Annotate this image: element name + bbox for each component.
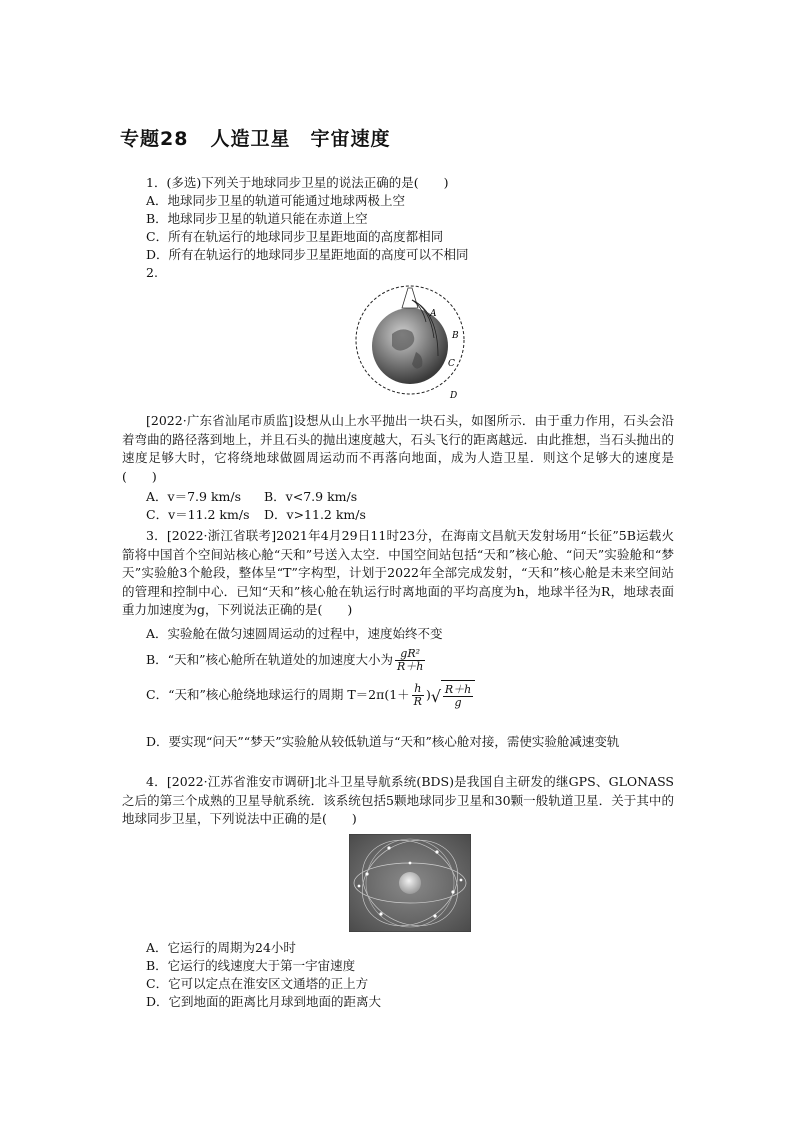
q3-c-frac-num: h <box>412 683 424 696</box>
q2-option-b: B．v<7.9 km/s <box>264 489 358 504</box>
q3-option-c-text: C．“天和”核心舱绕地球运行的周期 T＝2π(1＋ <box>146 687 410 702</box>
label-b: B <box>452 331 459 341</box>
q4-stem: 北斗卫星导航系统(BDS)是我国自主研发的继GPS、GLONASS之后的第三个成熟的卫星导航系统．该系统包括5颗地球同步卫星和30颗一般轨道卫星．关于其中的地球同步卫星，下列说法中正确的是( ) <box>122 774 674 826</box>
q3-c-sqrt <box>431 680 475 711</box>
mountain-icon <box>402 288 418 308</box>
q1-option-a: A．地球同步卫星的轨道可能通过地球两极上空 <box>146 193 406 208</box>
earth-icon <box>399 872 421 894</box>
q4-source: 4．[2022·江苏省淮安市调研] <box>146 774 315 789</box>
q3-stem-block <box>122 527 674 620</box>
q2-stem: 设想从山上水平抛出一块石头，如图所示．由于重力作用，石头会沿着弯曲的路径落到地上，并且石头的抛出速度越大，石头飞行的距离越远．由此推想，当石头抛出的速度足够大时，它将绕地球做圆周运动而不再落向地面，成为人造卫星．则这个足够大的速度是( ) <box>122 413 674 484</box>
q3-option-c <box>146 680 475 711</box>
q1-option-d: D．所有在轨运行的地球同步卫星距地面的高度可以不相同 <box>146 247 469 262</box>
label-a: A <box>430 309 437 319</box>
q3-c-close: ) <box>425 687 431 702</box>
q2-option-a: A．v＝7.9 km/s <box>146 489 241 504</box>
q2-stem-block <box>122 412 674 486</box>
q4-option-d: D．它到地面的距离比月球到地面的距离大 <box>146 994 382 1009</box>
q3-c-sqrt-den: g <box>454 696 462 709</box>
q4-option-b: B．它运行的线速度大于第一宇宙速度 <box>146 958 356 973</box>
q1-stem: 1．(多选)下列关于地球同步卫星的说法正确的是( ) <box>146 175 449 190</box>
q3-c-fraction <box>412 683 424 708</box>
q3-b-fraction <box>395 648 425 673</box>
q1-option-b: B．地球同步卫星的轨道只能在赤道上空 <box>146 211 368 226</box>
q4-stem-block <box>122 773 674 829</box>
label-d: D <box>450 391 458 401</box>
q3-b-numerator: gR² <box>395 648 425 661</box>
q2-option-d: D．v>11.2 km/s <box>264 507 366 522</box>
q1-option-c: C．所有在轨运行的地球同步卫星距地面的高度都相同 <box>146 229 444 244</box>
q4-option-a: A．它运行的周期为24小时 <box>146 940 296 955</box>
label-c: C <box>448 359 455 369</box>
q3-b-denominator: R＋h <box>396 660 424 673</box>
beidou-constellation-figure <box>349 834 471 932</box>
q3-c-frac-den: R <box>413 695 422 708</box>
q3-option-b <box>146 648 427 673</box>
q4-option-c: C．它可以定点在淮安区文通塔的正上方 <box>146 976 369 991</box>
q2-number: 2. <box>146 265 158 280</box>
q3-c-sqrt-num: √ R＋h <box>444 683 472 696</box>
title-name: 人造卫星 宇宙速度 <box>210 128 391 150</box>
projectile-orbit-figure <box>350 278 470 402</box>
q3-option-a: A．实验舱在做匀速圆周运动的过程中，速度始终不变 <box>146 626 443 641</box>
q2-source: [2022·广东省汕尾市质监] <box>146 413 294 428</box>
q3-stem: 2021年4月29日11时23分，在海南文昌航天发射场用“长征”5B运载火箭将中国首个空间站核心舱“天和”号送入太空．中国空间站包括“天和”核心舱、“问天”实验舱和“梦天”实验舱3个舱段，整体呈“T”字构型，计划于2022年全部完成发射，“天和”核心舱是未来空间站的管理和控制中心．已知“天和”核心舱在轨运行时离地面的平均高度为h，地球半径为R，地球表面重力加速度为g，下列说法正确的是( ) <box>122 528 674 617</box>
q3-option-d: D．要实现“问天”“梦天”实验舱从较低轨道与“天和”核心舱对接，需使实验舱减速变轨 <box>146 734 620 749</box>
title-topic: 专题28 <box>120 128 189 150</box>
q2-option-c: C．v＝11.2 km/s <box>146 507 250 522</box>
q3-source: 3．[2022·浙江省联考] <box>146 528 277 543</box>
page-title <box>120 124 412 151</box>
q3-option-b-text: B．“天和”核心舱所在轨道处的加速度大小为 <box>146 652 393 667</box>
